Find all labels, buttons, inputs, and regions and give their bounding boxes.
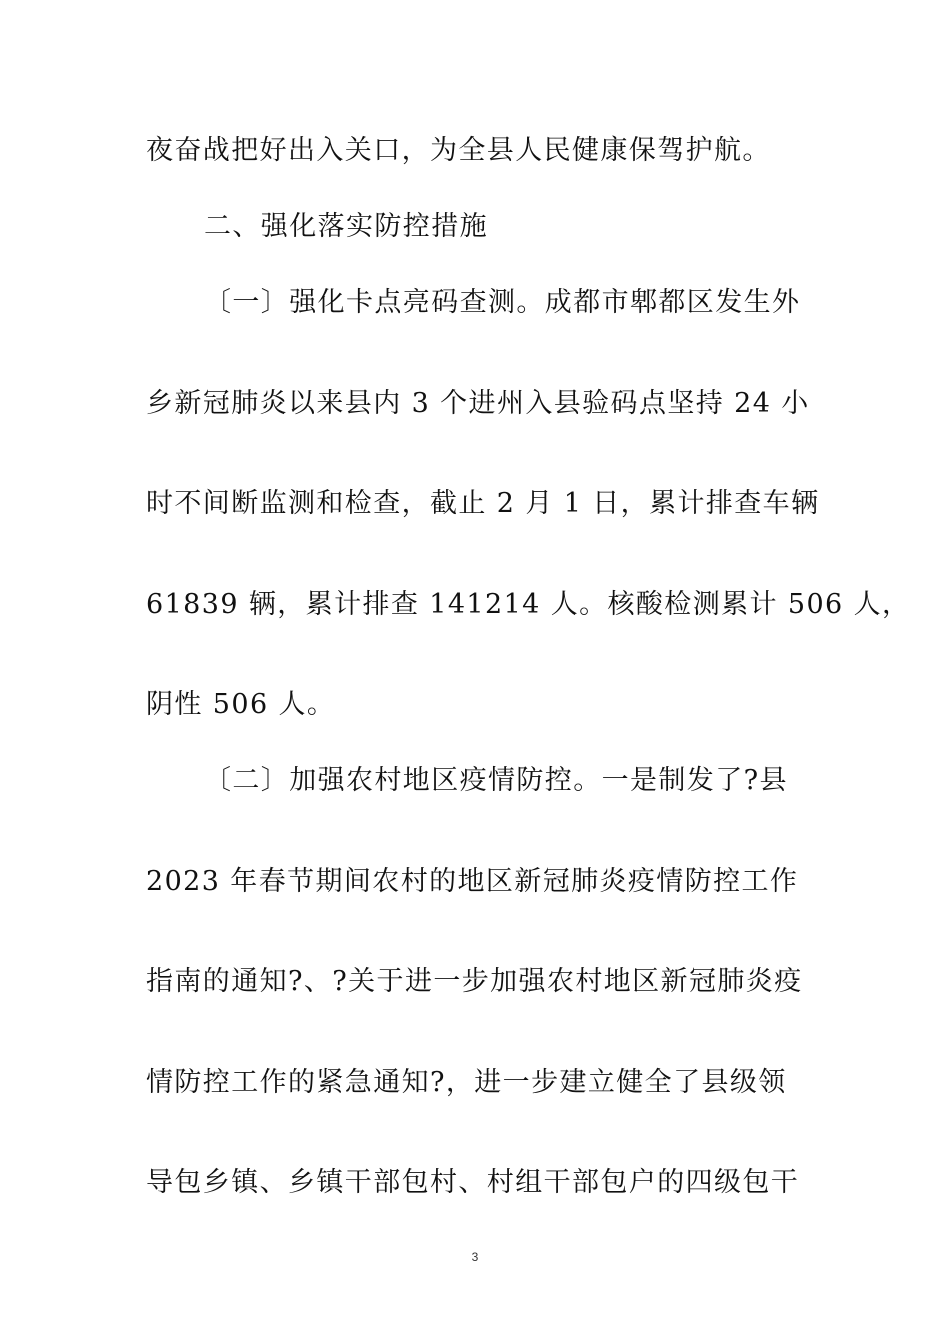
paragraph-line-6: 61839 辆，累计排查 141214 人。核酸检测累计 506 人，	[146, 589, 911, 620]
paragraph-line-9: 2023 年春节期间农村的地区新冠肺炎疫情防控工作	[146, 866, 799, 897]
paragraph-line-7: 阴性 506 人。	[146, 689, 336, 720]
paragraph-line-8: 〔二〕加强农村地区疫情防控。一是制发了?县	[204, 765, 788, 796]
paragraph-line-11: 情防控工作的紧急通知?，进一步建立健全了县级领	[146, 1067, 787, 1098]
paragraph-line-5: 时不间断监测和检查，截止 2 月 1 日，累计排查车辆	[146, 488, 820, 519]
page-number: 3	[471, 1250, 479, 1264]
paragraph-line-4: 乡新冠肺炎以来县内 3 个进州入县验码点坚持 24 小	[146, 388, 810, 419]
paragraph-line-12: 导包乡镇、乡镇干部包村、村组干部包户的四级包干	[146, 1167, 800, 1198]
section-heading: 二、强化落实防控措施	[204, 211, 488, 242]
paragraph-line-1: 夜奋战把好出入关口，为全县人民健康保驾护航。	[146, 135, 771, 166]
paragraph-line-10: 指南的通知?、?关于进一步加强农村地区新冠肺炎疫	[146, 966, 803, 997]
paragraph-line-3: 〔一〕强化卡点亮码查测。成都市郫都区发生外	[204, 287, 801, 318]
